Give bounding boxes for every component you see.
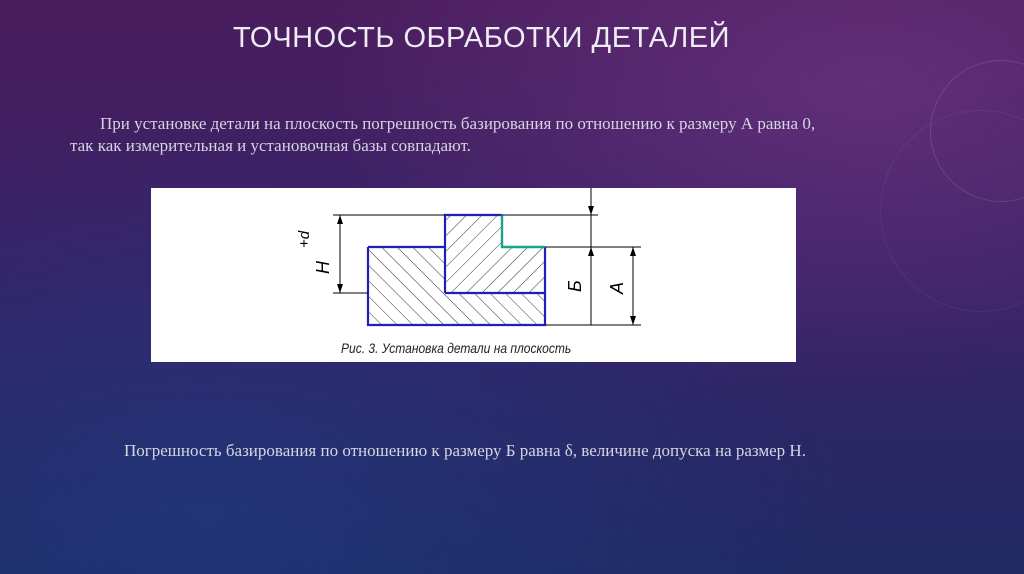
upper-block	[445, 215, 545, 293]
part-setup-figure	[151, 188, 796, 362]
intro-line-2: так как измерительная и установочная базы совпадают.	[70, 136, 471, 155]
label-a: А	[607, 281, 627, 294]
label-tolerance: +d	[296, 230, 313, 248]
figure-caption: Рис. 3. Установка детали на плоскость	[341, 340, 572, 356]
intro-line-1: При установке детали на плоскость погрешность базирования по отношению к размеру А равна 0,	[100, 114, 816, 133]
intro-paragraph	[70, 113, 950, 157]
part-drawing	[151, 188, 796, 362]
label-h: H	[313, 261, 333, 274]
conclusion-paragraph: Погрешность базирования по отношению к размеру Б равна δ, величине допуска на размер Н.	[124, 441, 806, 460]
label-b: Б	[565, 280, 585, 292]
slide-title: ТОЧНОСТЬ ОБРАБОТКИ ДЕТАЛЕЙ	[233, 22, 730, 54]
highlight-step	[502, 215, 545, 247]
